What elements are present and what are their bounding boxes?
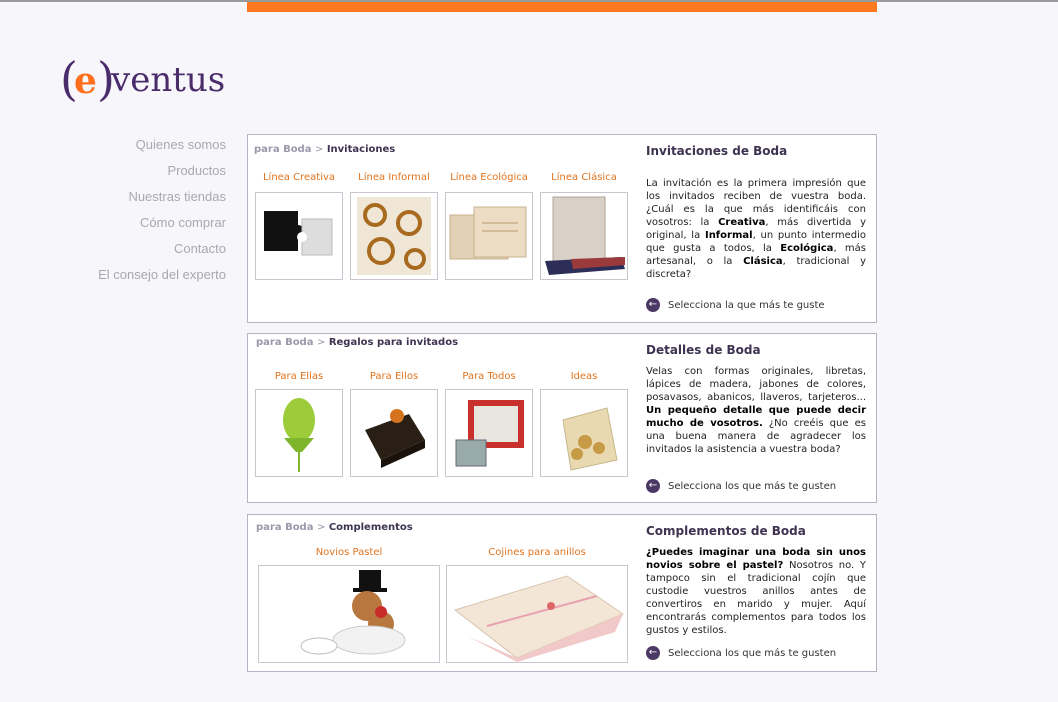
swirl-card-image <box>351 193 437 279</box>
arrow-left-icon: ← <box>646 479 660 493</box>
product-label[interactable]: Para Ellas <box>274 371 324 382</box>
invitaciones-panel <box>247 134 877 323</box>
breadcrumb <box>256 337 458 348</box>
nav-contacto[interactable]: Contacto <box>173 241 226 256</box>
detalles-description <box>646 343 866 456</box>
text-part: Nosotros no. Y tampoco sin el tradicional cojín que custodie vuestros anillos antes de convertiros en marido y mujer. Aquí encontrarás complementos para todos los gustos y estilos. <box>646 560 866 636</box>
product-para-ellas[interactable] <box>255 370 343 477</box>
gift-box-image <box>351 390 437 476</box>
arrow-left-icon: ← <box>646 298 660 312</box>
link-label: Selecciona la que más te guste <box>668 300 825 311</box>
regalos-panel <box>247 333 877 503</box>
breadcrumb-sep: > <box>316 522 326 533</box>
text-part: , un punto intermedio que gusta a todos, la <box>646 230 866 254</box>
product-label[interactable]: Para Todos <box>462 371 516 382</box>
text-bold: Creativa <box>718 217 766 228</box>
puzzle-card-image <box>256 193 342 279</box>
breadcrumb-current: Complementos <box>328 522 413 533</box>
text-part: , más divertida y original, la <box>646 217 866 241</box>
text-bold: ¿Puedes imaginar una boda sin unos novios sobre el pastel? <box>646 547 866 571</box>
product-para-ellos[interactable] <box>350 370 438 477</box>
kraft-card-image <box>446 193 532 279</box>
product-label[interactable]: Línea Creativa <box>262 172 336 183</box>
logo-paren-left: ( <box>60 52 78 106</box>
text-part: , tradicional y discreta? <box>646 256 866 280</box>
keychain-box-image <box>446 390 532 476</box>
product-novios-pastel[interactable] <box>258 546 440 663</box>
section-text <box>646 365 866 456</box>
product-linea-ecologica[interactable] <box>445 171 533 280</box>
product-label[interactable]: Para Ellos <box>369 371 419 382</box>
green-favor-image <box>256 390 342 476</box>
product-thumbnail[interactable] <box>445 192 533 280</box>
product-label[interactable]: Cojines para anillos <box>488 547 586 558</box>
product-linea-creativa[interactable] <box>255 171 343 280</box>
product-thumbnail[interactable] <box>540 192 628 280</box>
breadcrumb-root[interactable]: para Boda <box>256 337 314 348</box>
text-bold: Un pequeño detalle que puede decir mucho de vosotros. <box>646 405 866 429</box>
product-para-todos[interactable] <box>445 370 533 477</box>
product-thumbnail[interactable] <box>350 192 438 280</box>
logo-e: e <box>74 60 97 102</box>
breadcrumb-sep: > <box>314 144 324 155</box>
text-bold: Clásica <box>743 256 783 267</box>
orange-header-bar <box>247 2 877 12</box>
nav-nuestras-tiendas[interactable]: Nuestras tiendas <box>128 189 226 204</box>
product-thumbnail[interactable] <box>258 565 440 663</box>
product-ideas[interactable] <box>540 370 628 477</box>
product-label[interactable]: Línea Clásica <box>551 172 617 183</box>
text-bold: Ecológica <box>780 243 834 254</box>
section-title: Complementos de Boda <box>646 524 806 538</box>
breadcrumb-current: Invitaciones <box>326 144 396 155</box>
main-nav <box>60 135 226 291</box>
cookie-bag-image <box>541 390 627 476</box>
ring-pillow-image <box>447 566 627 662</box>
cake-topper-image <box>259 566 439 662</box>
complementos-panel <box>247 514 877 672</box>
logo-paren-right: ) <box>97 52 115 106</box>
breadcrumb <box>254 144 395 155</box>
logo-wordmark: ventus <box>111 60 226 100</box>
nav-quienes-somos[interactable]: Quienes somos <box>135 137 226 152</box>
breadcrumb-current: Regalos para invitados <box>328 337 459 348</box>
breadcrumb-root[interactable]: para Boda <box>254 144 312 155</box>
product-label[interactable]: Línea Informal <box>358 172 430 183</box>
product-thumbnail[interactable] <box>445 389 533 477</box>
breadcrumb-sep: > <box>316 337 326 348</box>
product-label[interactable]: Novios Pastel <box>315 547 383 558</box>
section-title: Invitaciones de Boda <box>646 144 788 158</box>
product-thumbnail[interactable] <box>350 389 438 477</box>
product-thumbnail[interactable] <box>446 565 628 663</box>
text-part: La invitación es la primera impresión que los invitados reciben de vuestra boda. ¿Cuál es la que más identificáis con vosotros: la <box>646 178 866 228</box>
text-part: Velas con formas originales, libretas, lápices de madera, jabones de colores, posavasos, abanicos, llaveros, tarjeteros... <box>646 366 866 403</box>
invitaciones-description <box>646 144 866 281</box>
text-part: ¿No creéis que es una buena manera de agradecer los invitados la asistencia a vuestra boda? <box>646 418 866 455</box>
nav-como-comprar[interactable]: Cómo comprar <box>140 215 226 230</box>
nav-productos[interactable]: Productos <box>167 163 226 178</box>
arrow-left-icon: ← <box>646 646 660 660</box>
section-text <box>646 546 866 637</box>
product-label[interactable]: Línea Ecológica <box>450 172 528 183</box>
section-title: Detalles de Boda <box>646 343 761 357</box>
link-label: Selecciona los que más te gusten <box>668 481 837 492</box>
text-part: , más artesanal, o la <box>646 243 866 267</box>
nav-consejo-experto[interactable]: El consejo del experto <box>98 267 226 282</box>
select-invitation-link[interactable] <box>646 298 825 312</box>
product-linea-clasica[interactable] <box>540 171 628 280</box>
product-thumbnail[interactable] <box>255 192 343 280</box>
select-complements-link[interactable] <box>646 646 836 660</box>
breadcrumb-root[interactable]: para Boda <box>256 522 314 533</box>
complementos-description <box>646 524 866 637</box>
text-bold: Informal <box>704 230 753 241</box>
select-gifts-link[interactable] <box>646 479 836 493</box>
breadcrumb <box>256 522 413 533</box>
product-cojines-anillos[interactable] <box>446 546 628 663</box>
product-thumbnail[interactable] <box>255 389 343 477</box>
product-linea-informal[interactable] <box>350 171 438 280</box>
product-label[interactable]: Ideas <box>570 371 598 382</box>
link-label: Selecciona los que más te gusten <box>668 648 837 659</box>
section-text <box>646 177 866 281</box>
product-thumbnail[interactable] <box>540 389 628 477</box>
classic-card-image <box>541 193 627 279</box>
